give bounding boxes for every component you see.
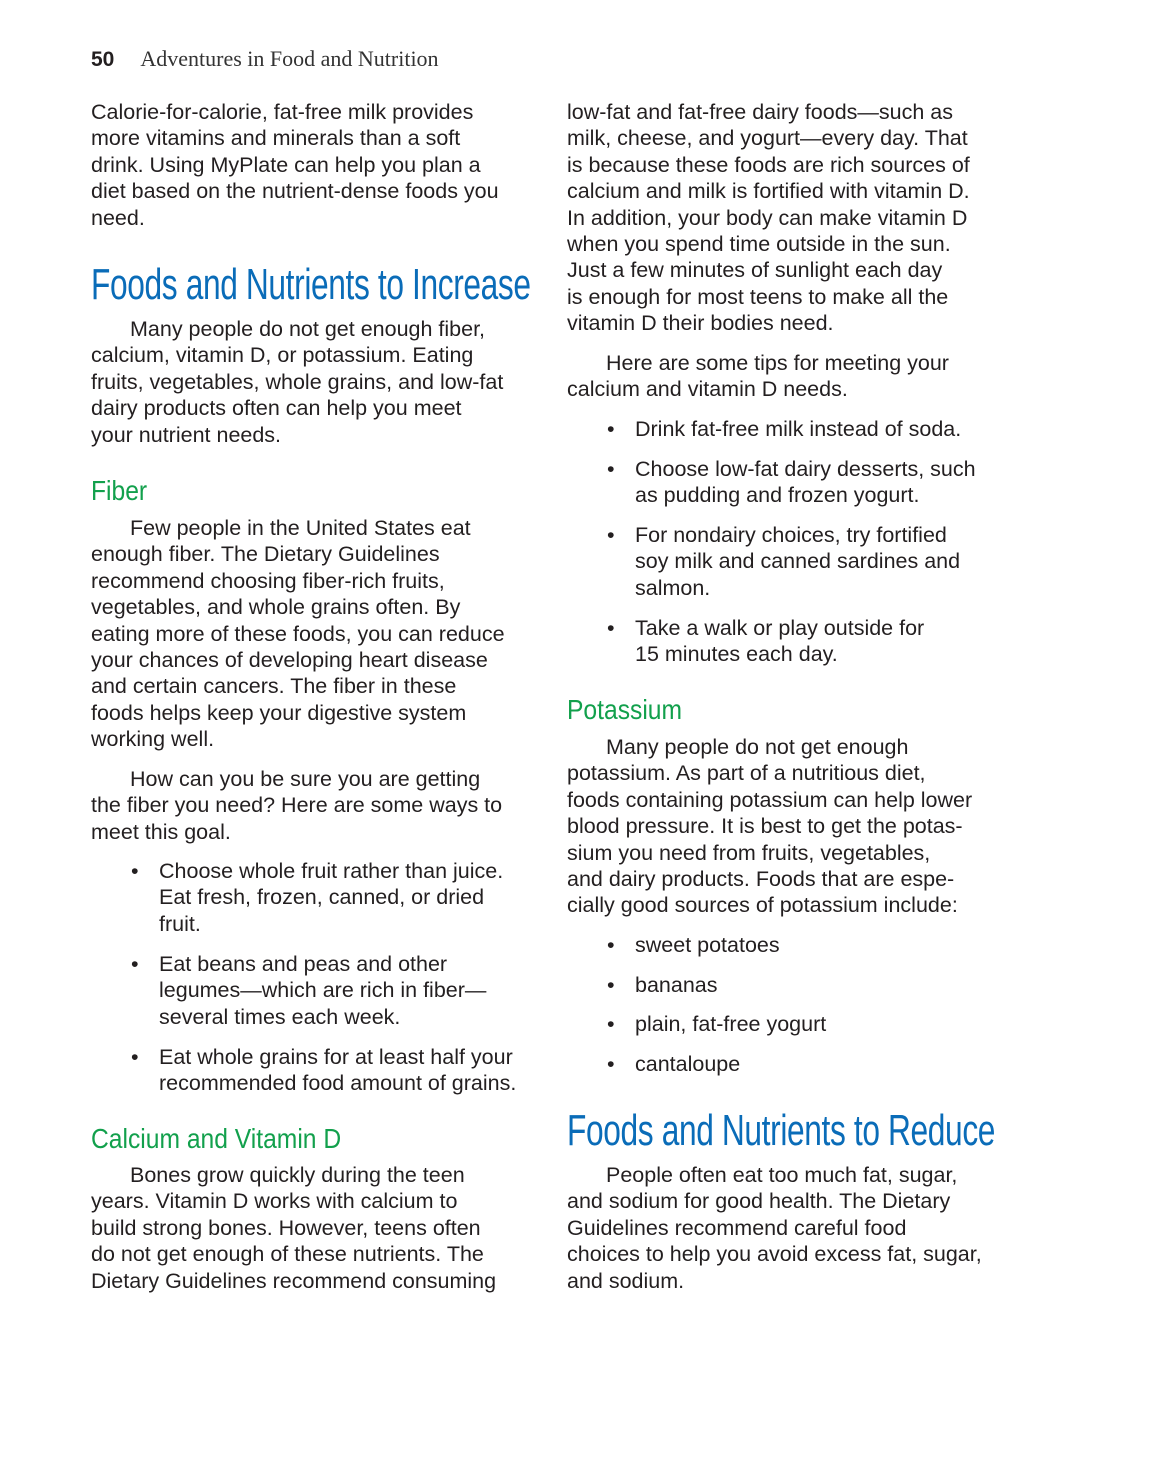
list-item — [607, 1051, 1035, 1077]
bullet-text: plain, fat-free yogurt — [635, 1012, 827, 1036]
fiber-ways-paragraph: How can you be sure you are getting the fiber you need? Here are some ways to meet this goal. — [91, 767, 503, 844]
list-item — [607, 615, 1035, 668]
reduce-paragraph: People often eat too much fat, sugar, and sodium for good health. The Dietary Guidelines recommend careful food choices to help you avoid excess fat, sugar, and sodium. — [567, 1163, 982, 1293]
bullet-text: Eat whole grains for at least half your recommended food amount of grains. — [159, 1045, 517, 1096]
bullet-text: sweet potatoes — [635, 933, 780, 957]
calcium-continued-paragraph: low-fat and fat-free dairy foods—such as milk, cheese, and yogurt—every day. That is because these foods are rich sources of calcium and milk is fortified with vitamin D. In addition, your body can make vitamin D when you spend time outside in the sun. Just a few minutes of sunlight each day is enough for most teens to make all the vitamin D their bodies need. — [567, 100, 970, 336]
bullet-text: cantaloupe — [635, 1052, 741, 1076]
list-item — [607, 416, 1035, 442]
potassium-paragraph: Many people do not get enough potassium. As part of a nutritious diet, foods containing potassium can help lower blood pressure. It is best to get the potas- sium you need from fruits, vegetables, and dairy products. Foods that are espe- cially good sources of potassium include: — [567, 735, 973, 918]
list-item — [607, 932, 1035, 958]
bullet-icon: • — [131, 952, 139, 976]
increase-paragraph: Many people do not get enough fiber, calcium, vitamin D, or potassium. Eating fruits, vegetables, whole grains, and low-fat dairy products often can help you meet your nutrient needs. — [91, 317, 504, 447]
list-item — [131, 1044, 549, 1097]
bullet-text: Take a walk or play outside for 15 minutes each day. — [635, 616, 925, 667]
running-title: Adventures in Food and Nutrition — [140, 46, 439, 71]
tips-paragraph: Here are some tips for meeting your calcium and vitamin D needs. — [567, 351, 949, 402]
running-header — [91, 46, 439, 72]
heading-increase: Foods and Nutrients to Increase — [91, 260, 531, 309]
page-number: 50 — [91, 48, 115, 71]
bullet-text: Drink fat-free milk instead of soda. — [635, 417, 962, 441]
bullet-text: Eat beans and peas and other legumes—which are rich in fiber— several times each week. — [159, 952, 487, 1029]
heading-reduce: Foods and Nutrients to Reduce — [567, 1106, 996, 1155]
bullet-icon: • — [607, 1052, 615, 1076]
bullet-text: bananas — [635, 973, 718, 997]
bullet-text: Choose whole fruit rather than juice. Eat fresh, frozen, canned, or dried fruit. — [159, 859, 504, 936]
bullet-icon: • — [607, 973, 615, 997]
bullet-icon: • — [607, 523, 615, 547]
list-item — [607, 1011, 1035, 1037]
bullet-icon: • — [131, 1045, 139, 1069]
heading-potassium: Potassium — [567, 694, 683, 725]
bullet-text: For nondairy choices, try fortified soy milk and canned sardines and salmon. — [635, 523, 961, 600]
bullet-icon: • — [607, 457, 615, 481]
bullet-icon: • — [607, 933, 615, 957]
bullet-text: Choose low-fat dairy desserts, such as pudding and frozen yogurt. — [635, 457, 976, 508]
heading-fiber: Fiber — [91, 475, 148, 506]
bullet-icon: • — [607, 616, 615, 640]
list-item — [607, 456, 1035, 509]
bullet-icon: • — [607, 417, 615, 441]
bullet-icon: • — [131, 859, 139, 883]
list-item — [131, 951, 549, 1030]
list-item — [607, 972, 1035, 998]
fiber-paragraph: Few people in the United States eat enough fiber. The Dietary Guidelines recommend choosing fiber-rich fruits, vegetables, and whole grains often. By eating more of these foods, you can reduce your chances of developing heart disease and certain cancers. The fiber in these foods helps keep your digestive system working well. — [91, 516, 505, 752]
intro-paragraph: Calorie-for-calorie, fat-free milk provides more vitamins and minerals than a soft drink. Using MyPlate can help you plan a diet based on the nutrient-dense foods you need. — [91, 100, 499, 230]
calcium-paragraph: Bones grow quickly during the teen years. Vitamin D works with calcium to build strong bones. However, teens often do not get enough of these nutrients. The Dietary Guidelines recommend consuming — [91, 1163, 497, 1293]
heading-calcium: Calcium and Vitamin D — [91, 1123, 342, 1154]
list-item — [131, 858, 549, 937]
list-item — [607, 522, 1035, 601]
bullet-icon: • — [607, 1012, 615, 1036]
